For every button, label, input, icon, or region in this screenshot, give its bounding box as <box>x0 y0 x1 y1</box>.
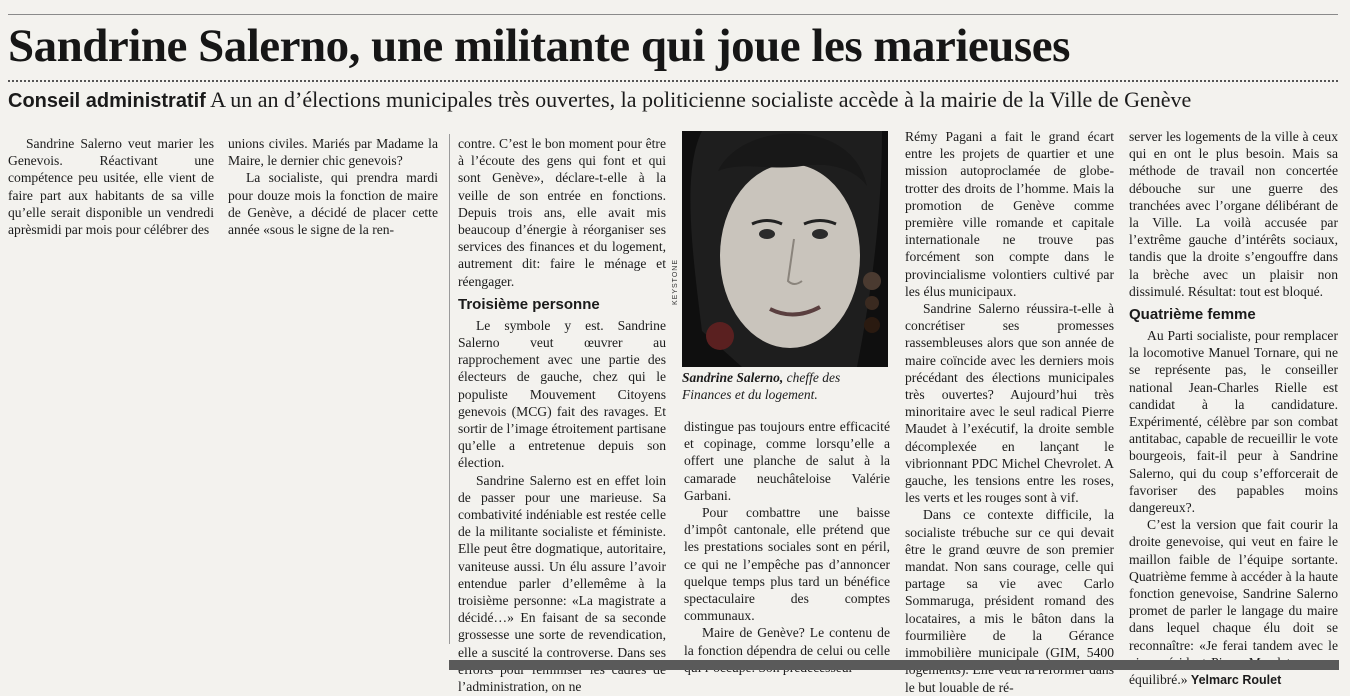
column-6 <box>1129 128 1338 689</box>
col3-paragraph-1: contre. C’est le bon moment pour être à l’écoute des gens qui font et qui sont Genève», déclare-t-elle à la veille de son entrée en fonctions. Depuis trois ans, elle avait mis beaucoup d’énergie à réorganiser ses services des finances et du logement, autrement dit: faire le ménage et réengager. <box>458 136 666 289</box>
column-divider <box>449 134 450 644</box>
col3-paragraph-2: Le symbole y est. Sandrine Salerno veut œuvrer au rapprochement avec une partie des électeurs de gauche, chez qui le populiste Mouvement Citoyens genevois (MCG) fait des ravages. Et sortir de l’image étroitement partisane qu’elle a entretenue depuis son élection. <box>458 317 666 471</box>
deck-text: A un an d’élections municipales très ouvertes, la politicienne socialiste accède à la mairie de la Ville de Genève <box>205 87 1192 112</box>
col4-paragraph-3: Maire de Genève? Le contenu de la fonction dépendra de celui ou celle <box>684 625 890 658</box>
col6-paragraph-2: Au Parti socialiste, pour remplacer la locomotive Manuel Tornare, qui ne se représente pas, le conseiller national Jean-Charles Rielle est candidat à la candidature. Expérimenté, célèbre par son combat antitabac, capable de recueillir le vote bourgeois, fait-il peur à Sandrine Salerno, qui du coup s’efforcerait de favoriser des papables moins dangereux?. <box>1129 328 1338 516</box>
headline: Sandrine Salerno, une militante qui joue les marieuses <box>8 20 1070 72</box>
col5-paragraph-3: Dans ce contexte difficile, la socialiste trébuche sur ce qui devait être le grand œuvre de son premier mandat. Non sans courage, celle qui partage sa vie avec Carlo Sommaruga, président romand des locataires, a mis le bâton dans la fourmilière de la Gérance immobilière municipale (GIM, 5400 le but louable de ré- <box>905 507 1114 695</box>
col3-paragraph-3: Sandrine Salerno est en effet loin de passer pour une marieuse. Sa combativité indéniable est restée celle de la militante socialiste et féministe. Elle peut être dogmatique, autoritaire, vaniteuse aussi. Un élu assure l’avoir entendue parler d’ellemême à la troisième personne: «La magistrate a décidé…» En faisant de sa seconde grossesse une sorte de revendication, elle a suscité la controverse. Dans ses l’administration, on ne <box>458 472 666 695</box>
col1-paragraph-1: Sandrine Salerno veut marier les Genevois. Réactivant une compétence peu usitée, elle vient de faire part aux habitants de sa ville qu’elle serait disponible un vendredi aprèsmidi par mois pour célébrer des <box>8 136 214 238</box>
bottom-bar <box>449 660 1339 670</box>
portrait-illustration <box>682 131 888 367</box>
byline: Yelmarc Roulet <box>1190 673 1282 688</box>
col4-paragraph-2: Pour combattre une baisse d’impôt cantonale, elle prétend que les prestations sociales sont en péril, ce qui ne l’empêche pas d’annoncer quelque temps plus tard un bénéfice spectaculaire des comptes communaux. <box>684 505 890 624</box>
dotted-rule <box>8 80 1338 82</box>
subhead-quatrieme-femme: Quatrième femme <box>1129 306 1256 324</box>
deck <box>8 86 1338 115</box>
column-3 <box>458 135 666 695</box>
col4-paragraph-1: distingue pas toujours entre efficacité et copinage, comme lorsqu’elle a offert une planche de salut à la camarade neuchâteloise Valérie Garbani. <box>684 419 890 503</box>
photo-credit: KEYSTONE <box>672 259 679 305</box>
col2-paragraph-2: La socialiste, qui prendra mardi pour douze mois la fonction de maire de Genève, a décidé de placer cette année «sous le signe de la ren- <box>228 170 438 238</box>
photo-caption <box>682 369 888 403</box>
col5-paragraph-2: Sandrine Salerno réussira-t-elle à concrétiser ses promesses rassembleuses alors que son année de maire coïncide avec les derniers mois précédant des élections municipales très ouvertes? Aujourd’hui très minoritaire avec le seul radical Pierre Maudet à l’exécutif, la droite semble décomplexée en lançant le vibrionnant PDC Michel Chevrolet. A gauche, les tensions entre les roses, les verts et les rouges sont à vif. <box>905 301 1114 506</box>
top-rule <box>8 14 1338 15</box>
subhead-troisieme-personne: Troisième personne <box>458 295 600 313</box>
deck-kicker: Conseil administratif <box>8 90 206 112</box>
col5-paragraph-1: Rémy Pagani a fait le grand écart entre les projets de quartier et une mission autoproclamée de globe-trotter des droits de l’homme. Mais la promotion de Genève comme première ville romande et capitale internationale ne trouve pas forcément son compte dans le provincialisme volontiers cultivé par les élus municipaux. <box>905 129 1114 299</box>
caption-name: Sandrine Salerno, <box>682 370 784 385</box>
portrait-photo <box>682 131 888 367</box>
column-5 <box>905 128 1114 696</box>
caption-text: cheffe des Finances et du logement. <box>682 370 841 402</box>
column-4 <box>684 418 890 676</box>
col6-paragraph-1: server les logements de la ville à ceux qui en ont le plus besoin. Mais sa méthode de travail non concertée débouche sur une guerre des tranchées avec l’organe délibérant de la Ville. La voilà accusée par l’extrême gauche d’intérêts sociaux, tandis que la droite s’engouffre dans la brèche avec un plaisir non dissimulé. Résultat: tout est bloqué. <box>1129 129 1338 299</box>
col6-paragraph-3-text: C’est la version que fait courir la droite genevoise, qui veut en faire le maillon faible de l’équipe sortante. Quatrième femme à accéder à la haute fonction genevoise, Sandrine Salerno promet de parler le langage du maire dans lequel chaque élu doit se reconnaître: «Je ferai tandem avec le équilibré.» <box>1129 517 1338 688</box>
col2-paragraph-1: unions civiles. Mariés par Madame la Maire, le dernier chic genevois? <box>228 136 438 169</box>
column-2 <box>228 135 438 238</box>
column-1 <box>8 135 214 238</box>
